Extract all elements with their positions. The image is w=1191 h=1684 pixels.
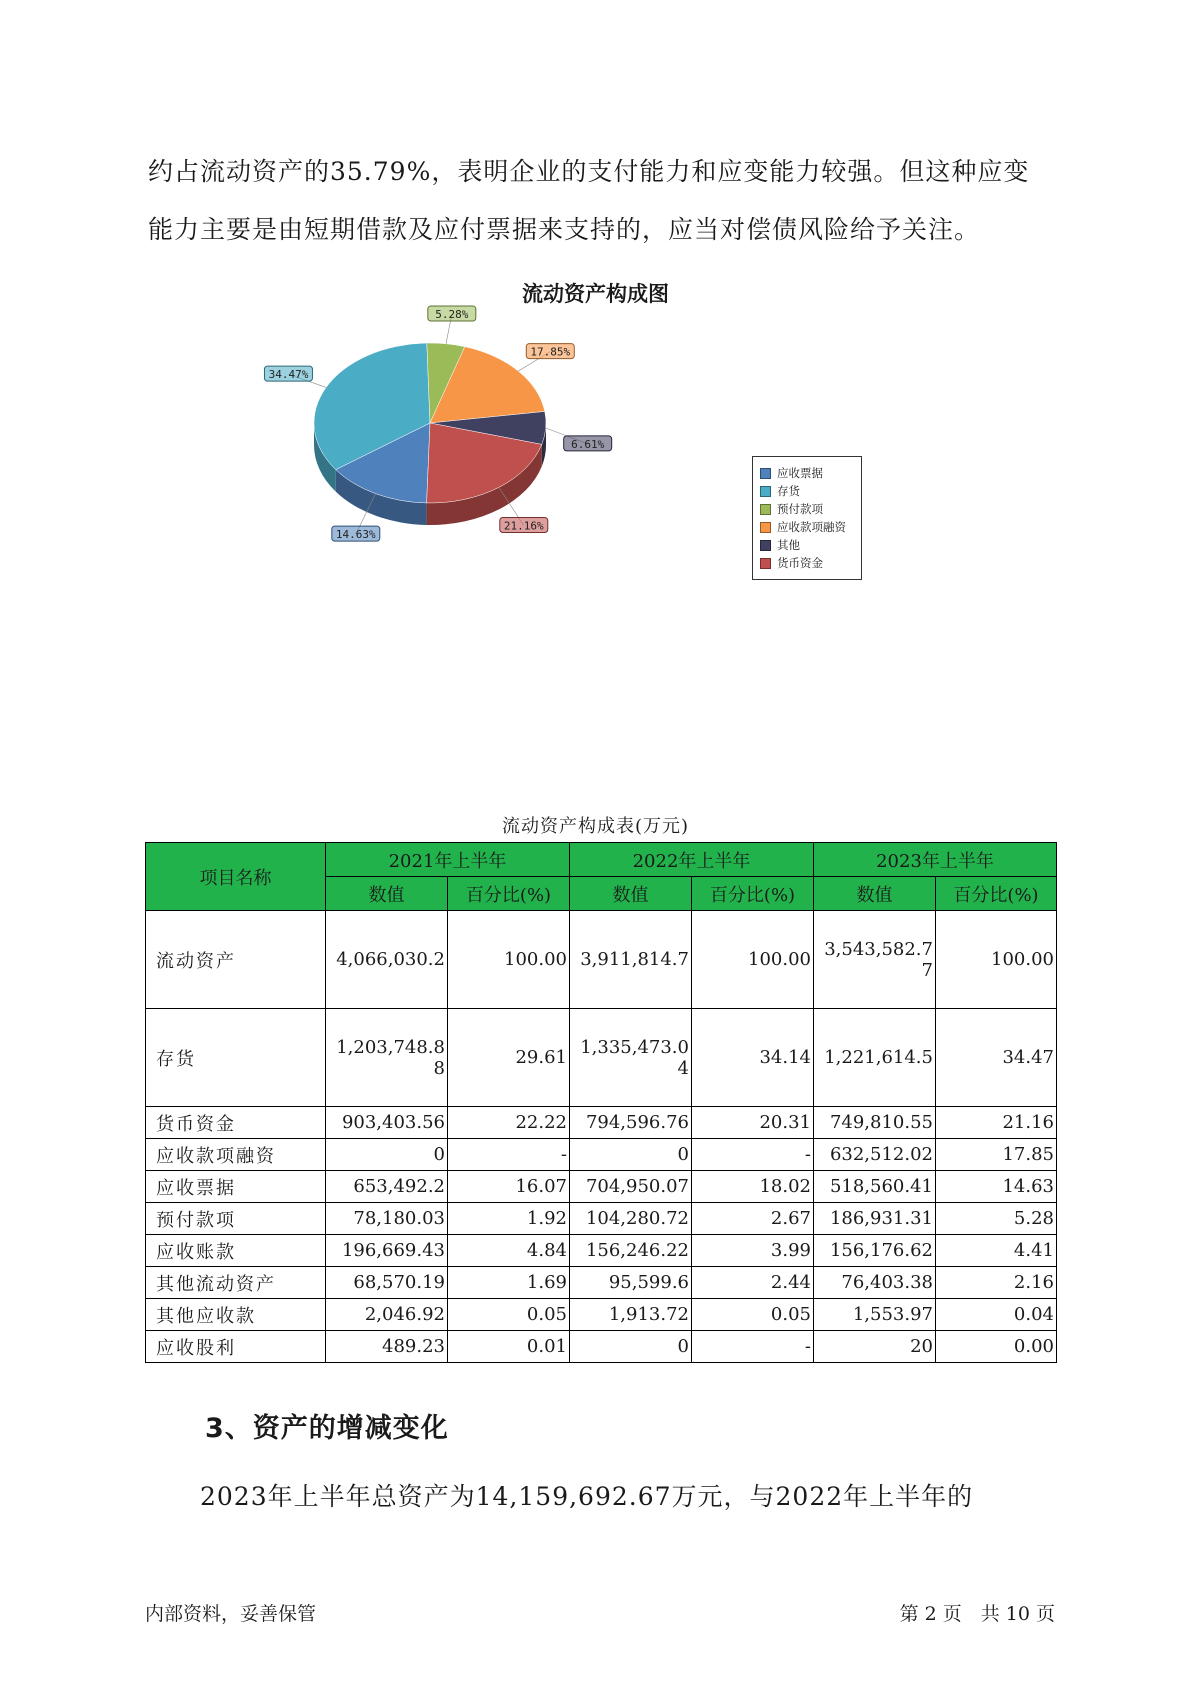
header-item-name: 项目名称 xyxy=(146,843,326,911)
legend-item xyxy=(760,464,861,482)
pie-data-label xyxy=(526,344,574,359)
percent-cell: 0.05 xyxy=(448,1299,570,1331)
table-row xyxy=(146,1235,1057,1267)
pie-data-label xyxy=(332,526,380,541)
pie-data-label xyxy=(500,518,548,533)
section-heading: 3、资产的增减变化 xyxy=(205,1413,449,1444)
legend-swatch xyxy=(760,486,771,497)
legend-item xyxy=(760,482,861,500)
percent-cell: 1.92 xyxy=(448,1203,570,1235)
row-label: 货币资金 xyxy=(146,1107,326,1139)
percent-cell: 0.04 xyxy=(936,1299,1057,1331)
percent-cell: 2.44 xyxy=(692,1267,814,1299)
pie-label-text: 21.16% xyxy=(503,519,544,533)
header-value: 数值 xyxy=(570,877,692,911)
value-cell: 1,553.97 xyxy=(814,1299,936,1331)
percent-cell: - xyxy=(448,1139,570,1171)
percent-cell: 4.41 xyxy=(936,1235,1057,1267)
row-label: 存货 xyxy=(146,1009,326,1107)
table-row xyxy=(146,1203,1057,1235)
row-label: 其他流动资产 xyxy=(146,1267,326,1299)
legend-label: 应收款项融资 xyxy=(777,520,846,534)
percent-cell: 2.16 xyxy=(936,1267,1057,1299)
percent-cell: 14.63 xyxy=(936,1171,1057,1203)
value-cell: 4,066,030.2 xyxy=(326,911,448,1009)
legend-swatch xyxy=(760,558,771,569)
percent-cell: 2.67 xyxy=(692,1203,814,1235)
row-label: 其他应收款 xyxy=(146,1299,326,1331)
table-row xyxy=(146,1139,1057,1171)
value-cell: 156,176.62 xyxy=(814,1235,936,1267)
percent-cell: 0.00 xyxy=(936,1331,1057,1363)
body-paragraph: 2023年上半年总资产为14,159,692.67万元，与2022年上半年的 xyxy=(200,1482,974,1511)
chart-title: 流动资产构成图 xyxy=(522,282,669,306)
percent-cell: 16.07 xyxy=(448,1171,570,1203)
pie-data-label xyxy=(264,366,312,381)
percent-cell: 3.99 xyxy=(692,1235,814,1267)
percent-cell: 100.00 xyxy=(448,911,570,1009)
percent-cell: - xyxy=(692,1331,814,1363)
value-cell: 1,203,748.88 xyxy=(326,1009,448,1107)
value-cell: 0 xyxy=(326,1139,448,1171)
table-row xyxy=(146,1331,1057,1363)
percent-cell: 20.31 xyxy=(692,1107,814,1139)
value-cell: 3,911,814.7 xyxy=(570,911,692,1009)
legend-swatch xyxy=(760,522,771,533)
pie-label-text: 34.47% xyxy=(268,368,309,382)
header-year: 2022年上半年 xyxy=(570,843,814,877)
legend-label: 存货 xyxy=(777,484,800,498)
table-row xyxy=(146,1009,1057,1107)
header-percent: 百分比(%) xyxy=(448,877,570,911)
pie-data-label xyxy=(428,306,476,321)
percent-cell: 1.69 xyxy=(448,1267,570,1299)
percent-cell: 22.22 xyxy=(448,1107,570,1139)
row-label: 应收票据 xyxy=(146,1171,326,1203)
legend-label: 货币资金 xyxy=(777,556,823,570)
pie-label-text: 5.28% xyxy=(435,308,469,322)
value-cell: 104,280.72 xyxy=(570,1203,692,1235)
table-row xyxy=(146,1171,1057,1203)
percent-cell: 34.47 xyxy=(936,1009,1057,1107)
legend-item xyxy=(760,500,861,518)
header-year: 2023年上半年 xyxy=(814,843,1057,877)
legend-label: 其他 xyxy=(777,538,800,552)
legend-label: 应收票据 xyxy=(777,466,823,480)
legend-swatch xyxy=(760,468,771,479)
percent-cell: 100.00 xyxy=(692,911,814,1009)
legend-item xyxy=(760,536,861,554)
value-cell: 903,403.56 xyxy=(326,1107,448,1139)
value-cell: 0 xyxy=(570,1139,692,1171)
value-cell: 3,543,582.77 xyxy=(814,911,936,1009)
pie-label-text: 17.85% xyxy=(530,345,571,359)
table-row xyxy=(146,1299,1057,1331)
legend-item xyxy=(760,554,861,572)
pie-data-label xyxy=(564,436,612,451)
table-caption: 流动资产构成表(万元) xyxy=(501,816,690,837)
percent-cell: 0.01 xyxy=(448,1331,570,1363)
value-cell: 794,596.76 xyxy=(570,1107,692,1139)
percent-cell: - xyxy=(692,1139,814,1171)
percent-cell: 29.61 xyxy=(448,1009,570,1107)
pie-label-text: 14.63% xyxy=(335,528,376,542)
percent-cell: 17.85 xyxy=(936,1139,1057,1171)
table-row xyxy=(146,1267,1057,1299)
percent-cell: 34.14 xyxy=(692,1009,814,1107)
value-cell: 78,180.03 xyxy=(326,1203,448,1235)
legend-item xyxy=(760,518,861,536)
chart-legend xyxy=(752,456,862,580)
header-year: 2021年上半年 xyxy=(326,843,570,877)
value-cell: 1,335,473.04 xyxy=(570,1009,692,1107)
row-label: 流动资产 xyxy=(146,911,326,1009)
value-cell: 196,669.43 xyxy=(326,1235,448,1267)
body-paragraph: 约占流动资产的35.79%，表明企业的支付能力和应变能力较强。但这种应变能力主要是由短期借款及应付票据来支持的，应当对偿债风险给予关注。 xyxy=(148,157,1030,244)
percent-cell: 0.05 xyxy=(692,1299,814,1331)
header-value: 数值 xyxy=(326,877,448,911)
value-cell: 156,246.22 xyxy=(570,1235,692,1267)
value-cell: 489.23 xyxy=(326,1331,448,1363)
value-cell: 2,046.92 xyxy=(326,1299,448,1331)
value-cell: 653,492.2 xyxy=(326,1171,448,1203)
pie-label-text: 6.61% xyxy=(571,437,605,451)
value-cell: 95,599.6 xyxy=(570,1267,692,1299)
legend-swatch xyxy=(760,504,771,515)
value-cell: 749,810.55 xyxy=(814,1107,936,1139)
legend-label: 预付款项 xyxy=(777,502,823,516)
value-cell: 632,512.02 xyxy=(814,1139,936,1171)
row-label: 预付款项 xyxy=(146,1203,326,1235)
percent-cell: 4.84 xyxy=(448,1235,570,1267)
row-label: 应收款项融资 xyxy=(146,1139,326,1171)
current-assets-table xyxy=(145,842,1057,1363)
value-cell: 20 xyxy=(814,1331,936,1363)
value-cell: 518,560.41 xyxy=(814,1171,936,1203)
value-cell: 0 xyxy=(570,1331,692,1363)
value-cell: 68,570.19 xyxy=(326,1267,448,1299)
row-label: 应收账款 xyxy=(146,1235,326,1267)
value-cell: 76,403.38 xyxy=(814,1267,936,1299)
value-cell: 704,950.07 xyxy=(570,1171,692,1203)
header-percent: 百分比(%) xyxy=(692,877,814,911)
header-percent: 百分比(%) xyxy=(936,877,1057,911)
footer-note: 内部资料，妥善保管 xyxy=(145,1603,317,1625)
table-row xyxy=(146,911,1057,1009)
table-row xyxy=(146,1107,1057,1139)
value-cell: 186,931.31 xyxy=(814,1203,936,1235)
legend-swatch xyxy=(760,540,771,551)
header-value: 数值 xyxy=(814,877,936,911)
value-cell: 1,913.72 xyxy=(570,1299,692,1331)
percent-cell: 5.28 xyxy=(936,1203,1057,1235)
pie-chart xyxy=(220,308,640,585)
page-number: 第 2 页 共 10 页 xyxy=(899,1603,1055,1625)
percent-cell: 18.02 xyxy=(692,1171,814,1203)
percent-cell: 100.00 xyxy=(936,911,1057,1009)
percent-cell: 21.16 xyxy=(936,1107,1057,1139)
row-label: 应收股利 xyxy=(146,1331,326,1363)
value-cell: 1,221,614.5 xyxy=(814,1009,936,1107)
